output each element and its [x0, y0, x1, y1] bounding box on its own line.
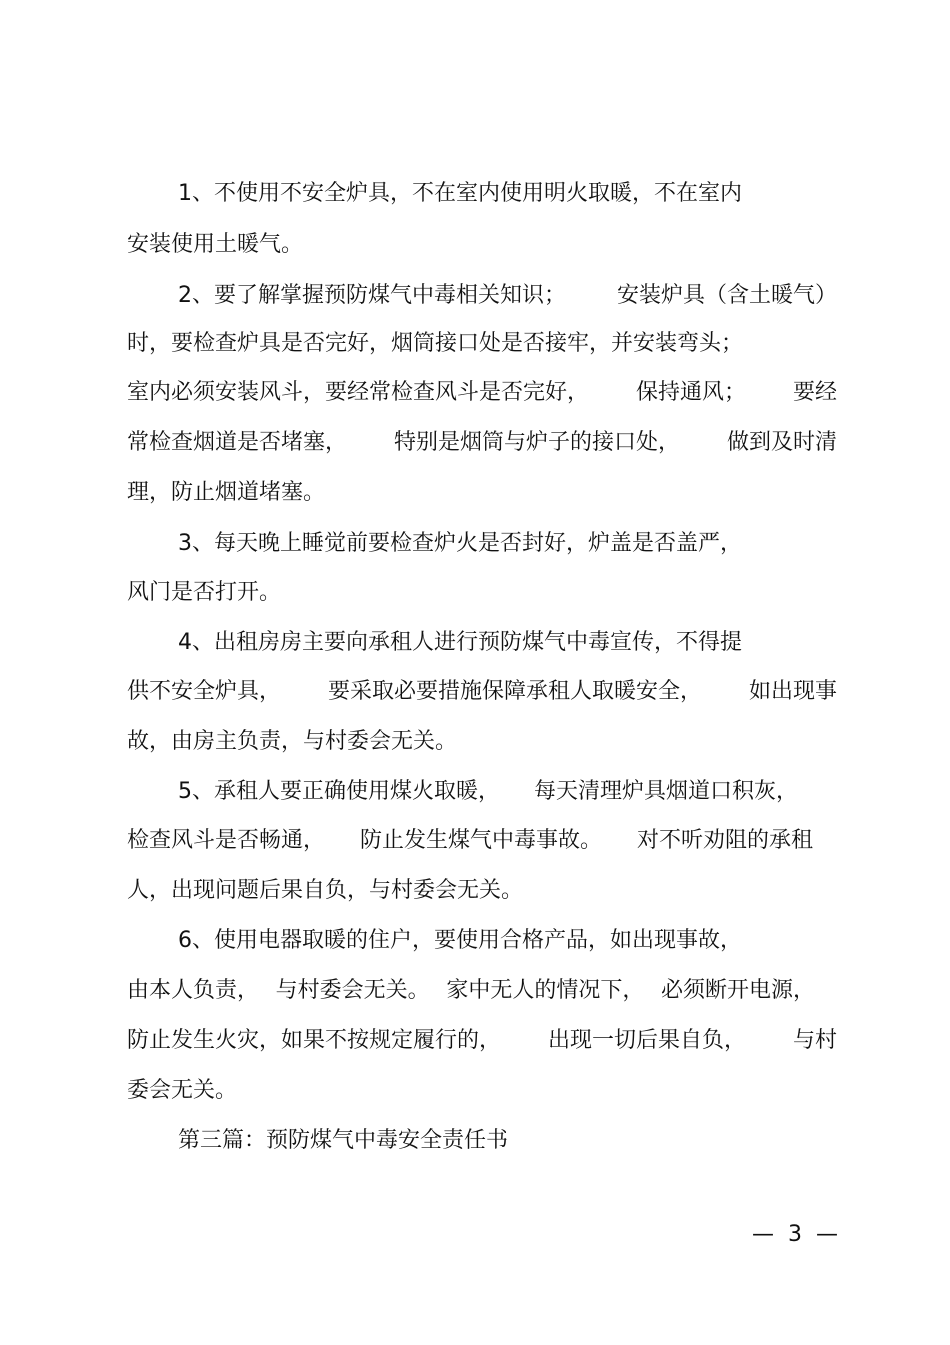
- text-segment: 对不听劝阻的承租: [636, 828, 813, 853]
- text-segment: 委会无关。: [127, 1078, 238, 1103]
- text-segment: 与村: [792, 1028, 837, 1053]
- text-segment: 做到及时清: [726, 430, 837, 455]
- item-5-line-3: [127, 876, 837, 906]
- item-4-line-2: [127, 677, 837, 707]
- item-2-line-1: [178, 281, 837, 311]
- text-segment: 供不安全炉具，: [127, 679, 282, 704]
- item-4-line-3: [127, 727, 837, 757]
- page-number: — 3 —: [752, 1222, 838, 1247]
- item-4-line-1: [178, 628, 837, 658]
- text-segment: 故，由房主负责，与村委会无关。: [127, 729, 458, 754]
- item-2-line-5: [127, 478, 837, 508]
- text-segment: 出现一切后果自负，: [547, 1028, 746, 1053]
- item-6-line-2: [127, 976, 815, 1006]
- text-segment: 必须断开电源，: [660, 978, 815, 1003]
- text-segment: 6、使用电器取暖的住户，要使用合格产品，如出现事故，: [178, 928, 742, 953]
- text-segment: 检查风斗是否畅通，: [127, 828, 326, 853]
- text-segment: 防止发生火灾，如果不按规定履行的，: [127, 1028, 502, 1053]
- text-segment: 特别是烟筒与炉子的接口处，: [393, 430, 680, 455]
- text-segment: 3、每天晚上睡觉前要检查炉火是否封好，炉盖是否盖严，: [178, 531, 742, 556]
- item-6-line-4: [127, 1076, 837, 1106]
- item-2-line-4: [127, 428, 837, 458]
- text-segment: 2、要了解掌握预防煤气中毒相关知识；: [178, 283, 566, 308]
- text-segment: 1、不使用不安全炉具，不在室内使用明火取暖，不在室内: [178, 181, 742, 206]
- text-segment: 室内必须安装风斗，要经常检查风斗是否完好，: [127, 380, 590, 405]
- text-segment: 由本人负责，: [127, 978, 260, 1003]
- item-5-line-2: [127, 826, 813, 856]
- text-segment: 4、出租房房主要向承租人进行预防煤气中毒宣传，不得提: [178, 630, 742, 655]
- text-segment: 时，要检查炉具是否完好，烟筒接口处是否接牢，并安装弯头；: [127, 331, 744, 356]
- text-segment: 与村委会无关。: [275, 978, 430, 1003]
- item-6-line-1: [178, 926, 837, 956]
- text-segment: 要采取必要措施保障承租人取暖安全，: [327, 679, 702, 704]
- text-segment: 安装炉具（含土暖气）: [616, 283, 837, 308]
- item-3-line-1: [178, 529, 837, 559]
- text-segment: 安装使用土暖气。: [127, 232, 304, 257]
- section-heading: 第三篇：预防煤气中毒安全责任书: [178, 1128, 509, 1153]
- item-5-line-1: [178, 777, 798, 807]
- item-2-line-3: [127, 378, 837, 408]
- text-segment: 保持通风；: [635, 380, 746, 405]
- text-segment: 风门是否打开。: [127, 580, 282, 605]
- text-segment: 人，出现问题后果自负，与村委会无关。: [127, 878, 524, 903]
- item-1-line-2: [127, 230, 837, 260]
- text-segment: 常检查烟道是否堵塞，: [127, 430, 348, 455]
- text-segment: 5、承租人要正确使用煤火取暖，: [178, 779, 500, 804]
- text-segment: 每天清理炉具烟道口积灰，: [533, 779, 798, 804]
- text-segment: 家中无人的情况下，: [446, 978, 645, 1003]
- text-segment: 防止发生煤气中毒事故。: [359, 828, 602, 853]
- text-segment: 理，防止烟道堵塞。: [127, 480, 326, 505]
- item-3-line-2: [127, 578, 837, 608]
- item-2-line-2: [127, 329, 837, 359]
- text-segment: 如出现事: [748, 679, 837, 704]
- item-1-line-1: [178, 179, 837, 209]
- item-6-line-3: [127, 1026, 837, 1056]
- text-segment: 要经: [792, 380, 837, 405]
